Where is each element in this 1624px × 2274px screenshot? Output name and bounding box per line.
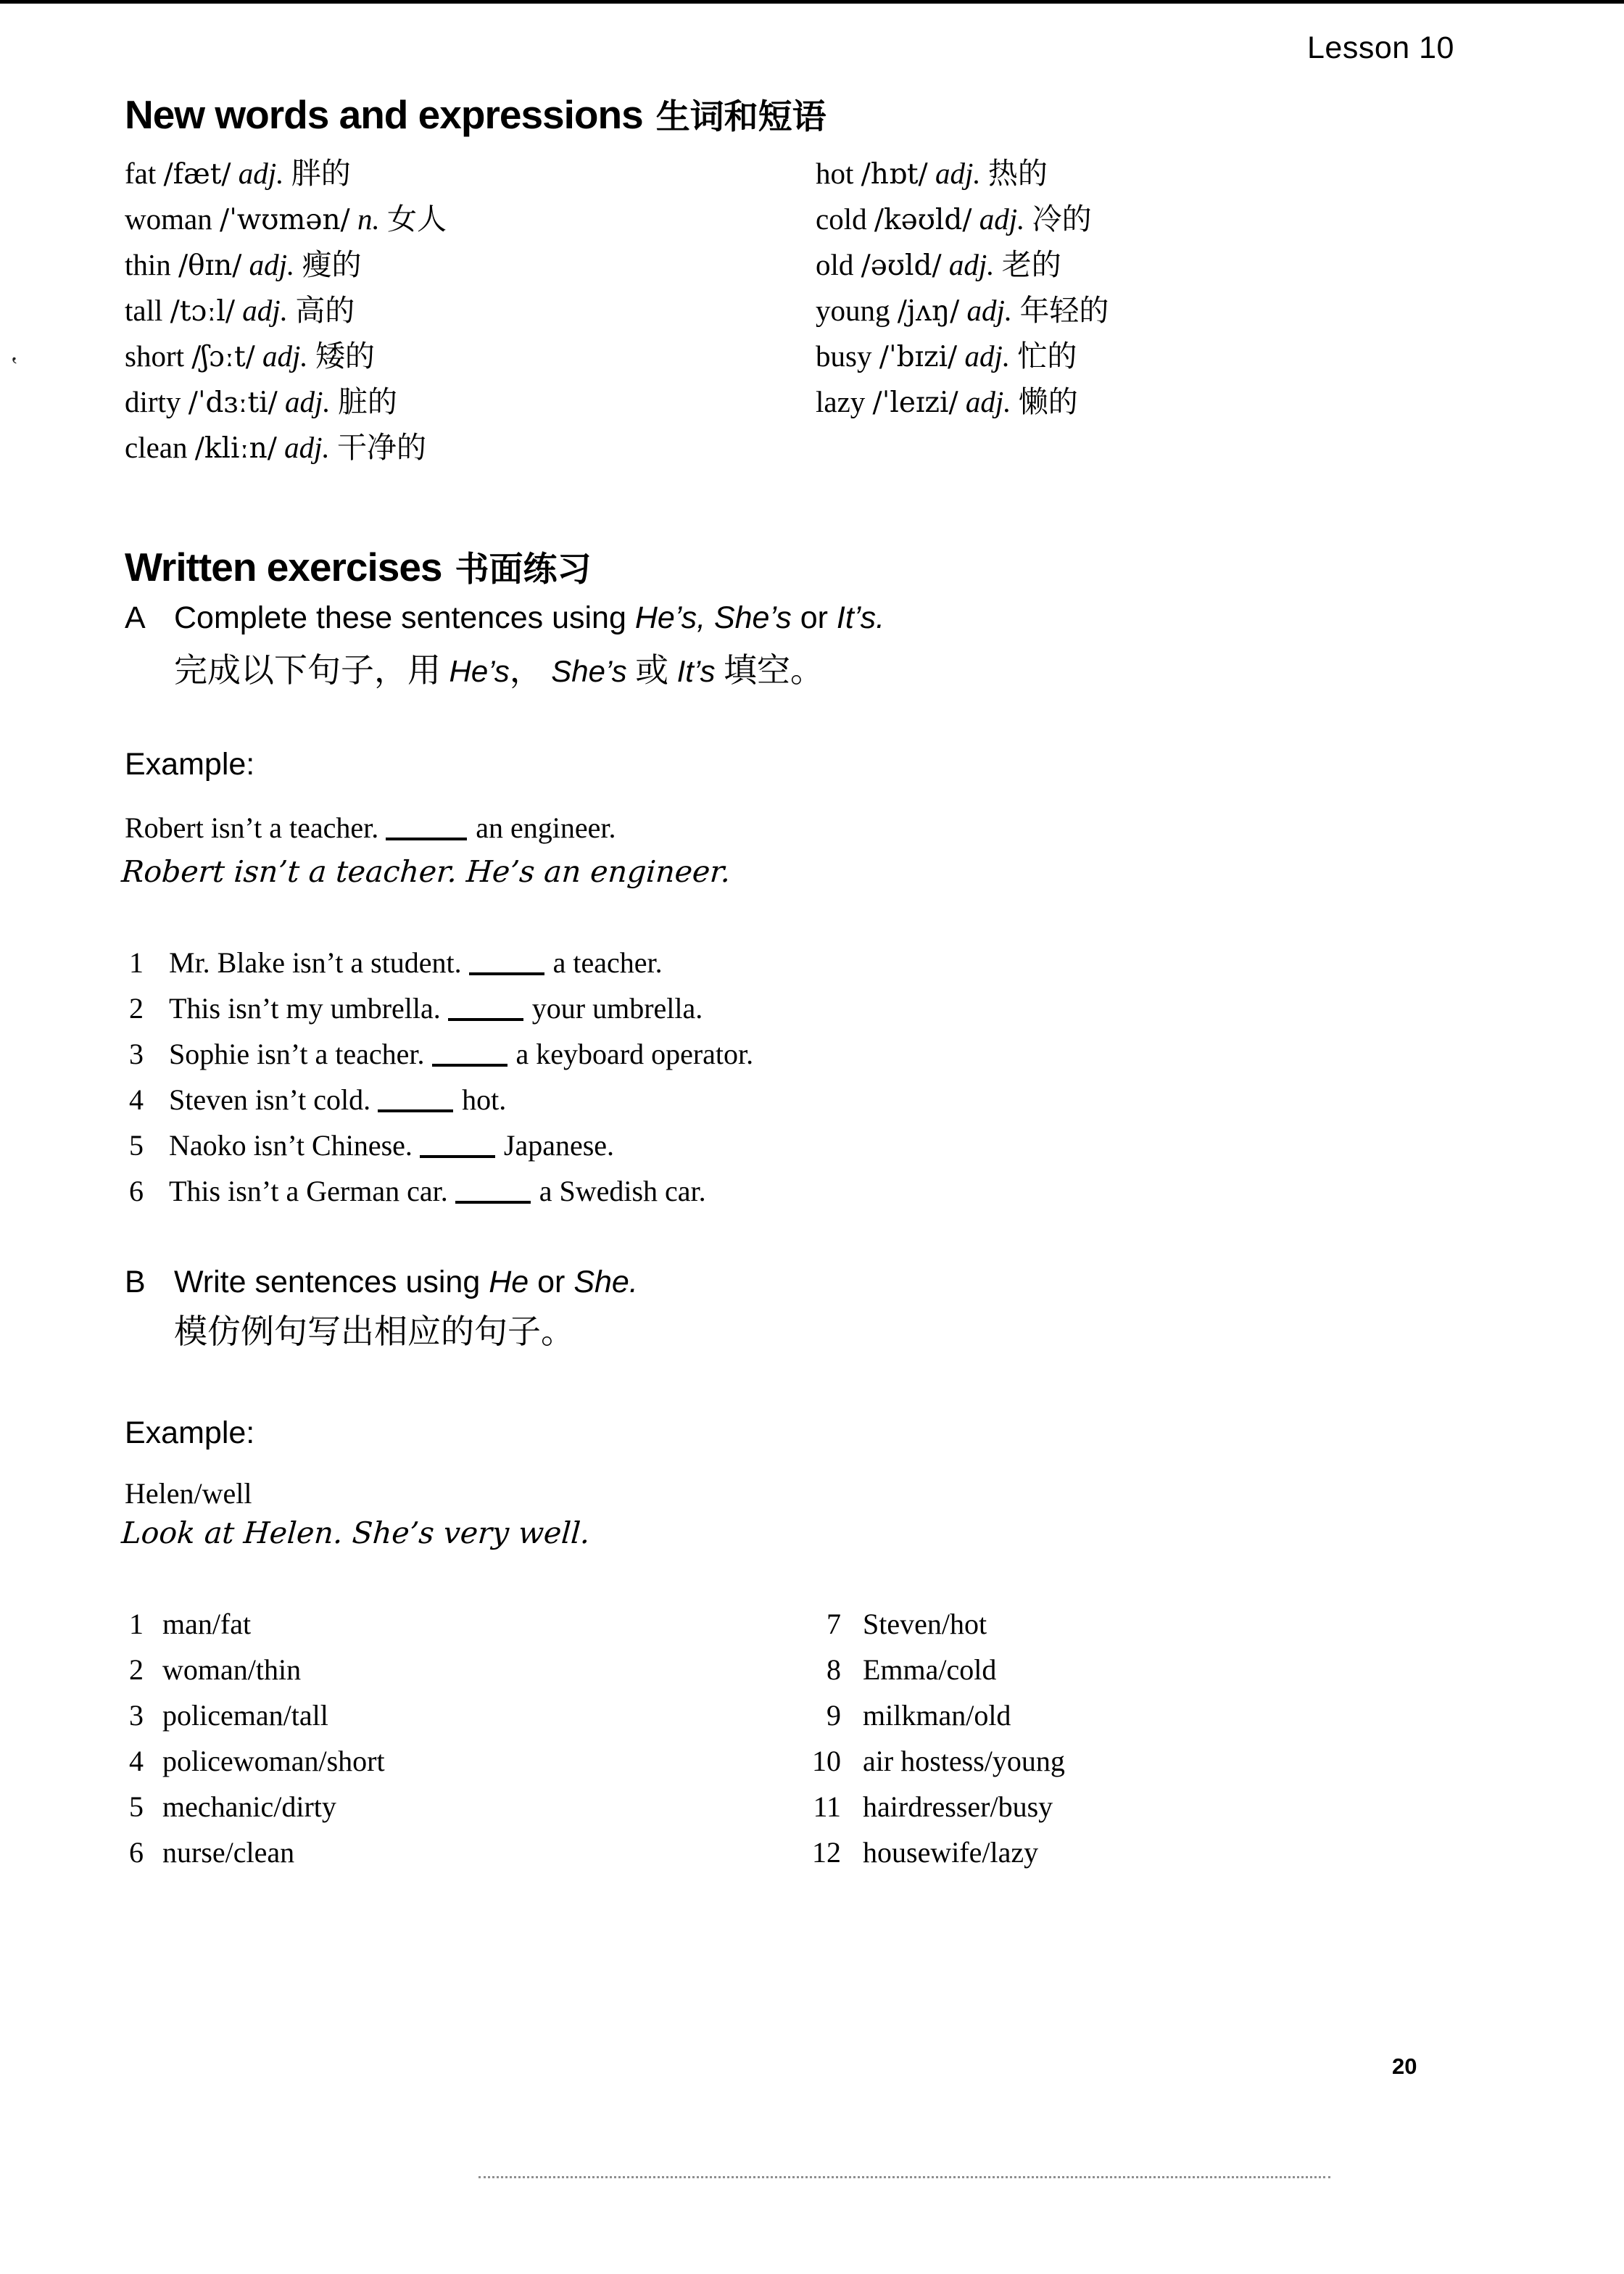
vocab-word: old xyxy=(816,248,854,281)
vocab-entry-thin xyxy=(125,242,447,288)
vocab-word: dirty xyxy=(125,385,181,418)
exercise-b-item-7 xyxy=(811,1601,1065,1647)
vocab-meaning: 脏的 xyxy=(337,385,397,418)
vocab-entry-busy xyxy=(816,334,1109,379)
exercise-b-item-12 xyxy=(811,1829,1065,1875)
item-number: 5 xyxy=(129,1129,144,1162)
vocab-pos: adj. xyxy=(948,248,995,281)
zh-text: 或 xyxy=(626,652,677,689)
vocab-meaning: 热的 xyxy=(987,157,1048,190)
exercise-a-item-1 xyxy=(129,940,753,985)
vocab-word: woman xyxy=(125,202,212,236)
item-number: 1 xyxy=(129,1608,144,1640)
item-number: 6 xyxy=(129,1836,144,1869)
vocab-meaning: 老的 xyxy=(1001,248,1061,281)
fill-in-blank xyxy=(432,1045,508,1067)
item-after: your umbrella. xyxy=(531,992,703,1025)
item-number: 2 xyxy=(129,992,144,1025)
exercise-b-item-9 xyxy=(811,1692,1065,1738)
zh-italic-hes: He’s xyxy=(449,654,510,688)
fill-in-blank xyxy=(386,819,467,840)
item-after: Japanese. xyxy=(503,1129,615,1162)
vocab-word: busy xyxy=(816,339,872,373)
page-top-edge-rule xyxy=(0,0,1624,4)
vocab-entry-fat xyxy=(125,151,447,197)
exercise-b-item-11 xyxy=(811,1784,1065,1829)
vocab-phonetic: /ˈdɜːti/ xyxy=(188,386,278,419)
vocab-pos: adj. xyxy=(979,202,1025,236)
exercise-b-item-2 xyxy=(129,1647,385,1692)
item-before: This isn’t a German car. xyxy=(169,1175,448,1207)
zh-italic-its: It’s xyxy=(676,654,716,688)
fill-in-blank xyxy=(455,1182,531,1204)
fill-in-blank xyxy=(378,1091,453,1112)
exercise-b-example-prompt: Helen/well xyxy=(125,1477,252,1510)
written-exercises-heading xyxy=(125,542,592,591)
exercise-a-item-5 xyxy=(129,1122,753,1168)
exercise-a-example-sentence xyxy=(125,811,616,845)
item-text: Emma/cold xyxy=(863,1653,997,1686)
exercise-b-instruction-text: Write sentences using xyxy=(174,1265,489,1299)
item-number: 5 xyxy=(129,1790,144,1823)
item-number: 10 xyxy=(812,1745,841,1777)
vocab-meaning: 干净的 xyxy=(337,431,427,464)
item-after: a teacher. xyxy=(552,946,663,979)
item-text: mechanic/dirty xyxy=(162,1790,336,1823)
vocab-entry-woman xyxy=(125,197,447,242)
scan-artifact-dotted-line xyxy=(478,2176,1330,2178)
vocab-pos: adj. xyxy=(284,431,330,464)
exercise-a-instruction xyxy=(125,600,884,636)
zh-text: 完成以下句子，用 xyxy=(174,652,450,689)
exercise-b-example-label: Example: xyxy=(125,1415,255,1450)
item-number: 4 xyxy=(129,1745,144,1777)
item-after: a keyboard operator. xyxy=(515,1038,754,1070)
item-before: This isn’t my umbrella. xyxy=(169,992,441,1025)
exercise-b-instruction-or: or xyxy=(529,1265,574,1299)
exercise-a-example-handwritten-answer: Robert isn’t a teacher. He’s an engineer. xyxy=(120,854,732,889)
vocab-meaning: 胖的 xyxy=(291,157,351,190)
vocab-meaning: 冷的 xyxy=(1032,202,1092,236)
vocab-pos: adj. xyxy=(238,157,284,190)
item-before: Steven isn’t cold. xyxy=(169,1083,371,1116)
exercise-a-instruction-italic2: It’s. xyxy=(836,600,885,635)
item-number: 3 xyxy=(129,1699,144,1732)
exercise-b-item-8 xyxy=(811,1647,1065,1692)
item-number: 6 xyxy=(129,1175,144,1207)
vocab-word: short xyxy=(125,339,184,373)
fill-in-blank xyxy=(420,1136,495,1158)
item-number: 12 xyxy=(812,1836,841,1869)
item-text: policewoman/short xyxy=(162,1745,385,1777)
vocab-word: thin xyxy=(125,248,171,281)
vocab-pos: adj. xyxy=(935,157,981,190)
vocab-column-right xyxy=(816,151,1109,425)
example-sentence-before: Robert isn’t a teacher. xyxy=(125,811,379,844)
zh-text: 填空。 xyxy=(715,652,824,689)
example-sentence-after: an engineer. xyxy=(476,811,616,844)
item-number: 7 xyxy=(826,1608,841,1640)
vocab-entry-old xyxy=(816,242,1109,288)
exercise-b-item-list-left xyxy=(129,1601,385,1875)
vocab-meaning: 懒的 xyxy=(1018,385,1078,418)
vocab-pos: adj. xyxy=(965,385,1011,418)
item-before: Naoko isn’t Chinese. xyxy=(169,1129,413,1162)
exercise-a-instruction-or: or xyxy=(791,600,837,635)
vocab-word: hot xyxy=(816,157,854,190)
exercise-b-example-handwritten-answer: Look at Helen. She’s very well. xyxy=(120,1516,592,1550)
vocab-meaning: 女人 xyxy=(386,202,447,236)
stray-ink-mark: ‛ xyxy=(10,352,19,379)
vocab-phonetic: /kliːn/ xyxy=(194,432,277,465)
item-text: policeman/tall xyxy=(162,1699,328,1732)
exercise-b-instruction xyxy=(125,1265,638,1300)
vocab-phonetic: /ʃɔːt/ xyxy=(191,341,255,373)
lesson-header: Lesson 10 xyxy=(1307,30,1454,65)
fill-in-blank xyxy=(469,954,544,975)
item-number: 11 xyxy=(813,1790,841,1823)
item-text: woman/thin xyxy=(162,1653,302,1686)
exercise-b-instruction-italic1: He xyxy=(489,1265,529,1299)
exercise-b-item-1 xyxy=(129,1601,385,1647)
vocab-entry-hot xyxy=(816,151,1109,197)
item-before: Mr. Blake isn’t a student. xyxy=(169,946,462,979)
item-number: 2 xyxy=(129,1653,144,1686)
exercise-a-item-6 xyxy=(129,1168,753,1214)
exercise-b-item-6 xyxy=(129,1829,385,1875)
vocab-entry-dirty xyxy=(125,379,447,425)
item-number: 1 xyxy=(129,946,144,979)
item-text: housewife/lazy xyxy=(863,1836,1039,1869)
vocab-pos: adj. xyxy=(964,339,1011,373)
item-number: 4 xyxy=(129,1083,144,1116)
item-text: air hostess/young xyxy=(863,1745,1065,1777)
vocab-pos: n. xyxy=(357,202,380,236)
vocab-phonetic: /fæt/ xyxy=(163,158,231,191)
vocab-entry-young xyxy=(816,288,1109,334)
vocab-meaning: 忙的 xyxy=(1017,339,1077,373)
exercise-b-item-4 xyxy=(129,1738,385,1784)
vocab-column-left xyxy=(125,151,447,471)
exercise-a-instruction-zh xyxy=(174,644,824,692)
vocab-meaning: 高的 xyxy=(295,294,355,327)
vocab-entry-tall xyxy=(125,288,447,334)
vocab-meaning: 瘦的 xyxy=(302,248,362,281)
vocab-entry-lazy xyxy=(816,379,1109,425)
item-text: Steven/hot xyxy=(863,1608,987,1640)
exercise-b-item-3 xyxy=(129,1692,385,1738)
exercise-a-instruction-italic1: He’s, She’s xyxy=(634,600,792,635)
vocab-phonetic: /hɒt/ xyxy=(861,158,928,191)
item-text: man/fat xyxy=(162,1608,252,1640)
vocab-phonetic: /ˈwʊmən/ xyxy=(219,204,350,236)
vocab-word: fat xyxy=(125,157,157,190)
page-number: 20 xyxy=(1392,2054,1417,2079)
item-text: hairdresser/busy xyxy=(863,1790,1053,1823)
vocab-phonetic: /ˈleɪzi/ xyxy=(872,386,958,419)
new-words-heading-zh: 生词和短语 xyxy=(655,99,826,136)
exercise-a-item-2 xyxy=(129,985,753,1031)
exercise-a-item-list xyxy=(129,940,753,1214)
vocab-pos: adj. xyxy=(285,385,331,418)
vocab-phonetic: /tɔːl/ xyxy=(170,295,236,328)
vocab-word: clean xyxy=(125,431,188,464)
exercise-b-label: B xyxy=(125,1265,146,1299)
exercise-a-item-4 xyxy=(129,1077,753,1122)
item-number: 8 xyxy=(826,1653,841,1686)
vocab-pos: adj. xyxy=(249,248,295,281)
vocab-entry-clean xyxy=(125,425,447,471)
exercise-b-item-5 xyxy=(129,1784,385,1829)
vocab-pos: adj. xyxy=(262,339,308,373)
vocab-meaning: 矮的 xyxy=(315,339,375,373)
new-words-heading xyxy=(125,90,826,138)
item-before: Sophie isn’t a teacher. xyxy=(169,1038,425,1070)
vocab-pos: adj. xyxy=(242,294,288,327)
item-text: milkman/old xyxy=(863,1699,1011,1732)
written-exercises-heading-en: Written exercises xyxy=(125,545,442,590)
item-text: nurse/clean xyxy=(162,1836,295,1869)
new-words-heading-en: New words and expressions xyxy=(125,92,643,137)
item-after: hot. xyxy=(462,1083,507,1116)
vocab-phonetic: /ˈbɪzi/ xyxy=(879,341,958,373)
vocab-word: tall xyxy=(125,294,163,327)
vocab-word: young xyxy=(816,294,890,327)
zh-text: ， xyxy=(509,652,552,689)
item-number: 9 xyxy=(826,1699,841,1732)
vocab-entry-short xyxy=(125,334,447,379)
exercise-a-label: A xyxy=(125,600,146,635)
item-after: a Swedish car. xyxy=(539,1175,706,1207)
exercise-b-item-10 xyxy=(811,1738,1065,1784)
vocab-meaning: 年轻的 xyxy=(1019,294,1109,327)
item-number: 3 xyxy=(129,1038,144,1070)
exercise-a-instruction-text: Complete these sentences using xyxy=(174,600,635,635)
exercise-b-instruction-italic2: She. xyxy=(573,1265,638,1299)
vocab-phonetic: /kəʊld/ xyxy=(874,204,972,236)
exercise-b-item-list-right xyxy=(811,1601,1065,1875)
vocab-word: lazy xyxy=(816,385,866,418)
exercise-b-instruction-zh: 模仿例句写出相应的句子。 xyxy=(174,1313,574,1350)
fill-in-blank xyxy=(448,999,523,1021)
exercise-a-item-3 xyxy=(129,1031,753,1077)
vocab-phonetic: /jʌŋ/ xyxy=(897,295,960,328)
vocab-pos: adj. xyxy=(966,294,1013,327)
vocab-word: cold xyxy=(816,202,867,236)
vocab-phonetic: /θɪn/ xyxy=(178,249,242,282)
zh-italic-shes: She’s xyxy=(551,654,627,688)
vocab-entry-cold xyxy=(816,197,1109,242)
written-exercises-heading-zh: 书面练习 xyxy=(455,551,592,589)
vocab-phonetic: /əʊld/ xyxy=(861,249,942,282)
exercise-a-example-label: Example: xyxy=(125,747,255,782)
